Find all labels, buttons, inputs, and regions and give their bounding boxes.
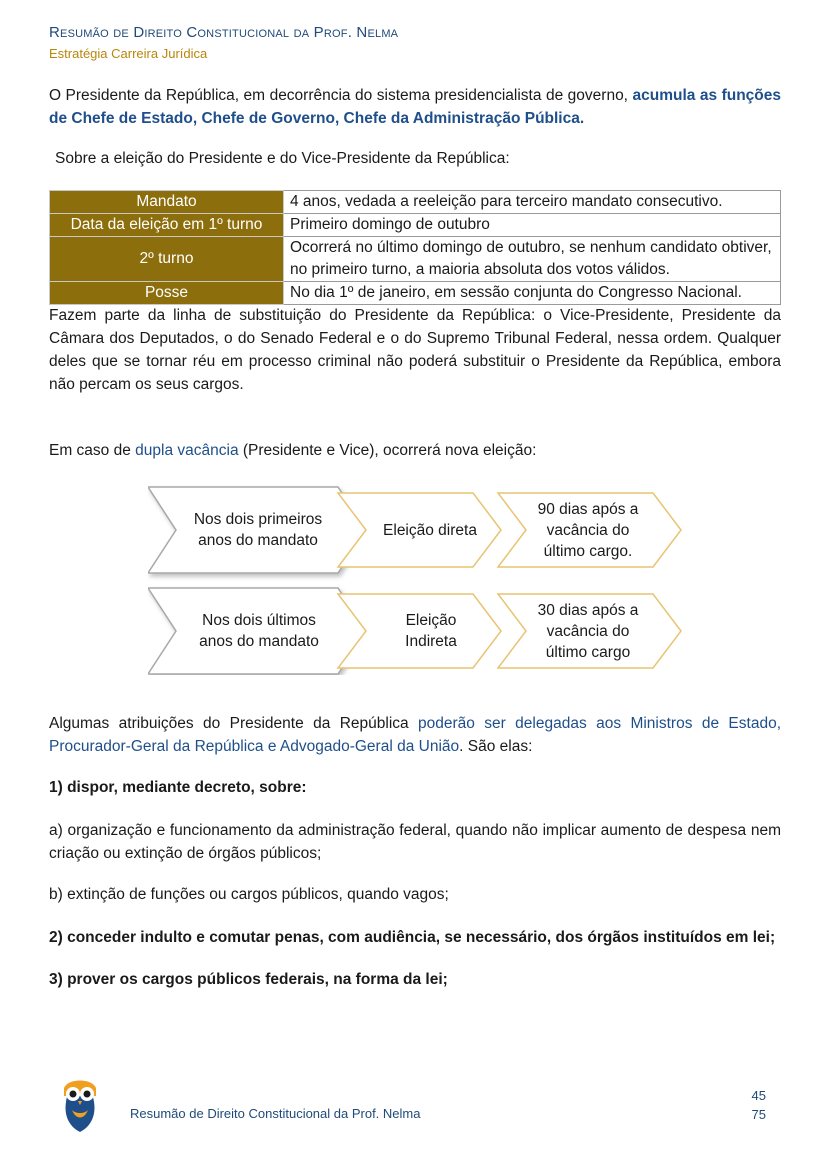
item-2: 2) conceder indulto e comutar penas, com audiência, se necessário, dos órgãos instituídos em lei;: [49, 929, 776, 946]
flow-type-1: Eleição direta: [383, 521, 477, 539]
table-label: Data da eleição em 1º turno: [50, 214, 284, 237]
flow-deadline-2: 30 dias após a vacância do último cargo: [537, 601, 639, 661]
delegation-paragraph: [49, 712, 781, 758]
vacancy-paragraph: [49, 439, 781, 462]
intro-highlight: acumula as funções de Chefe de Estado, Chefe de Governo, Chefe da Administração Pública.: [49, 87, 781, 127]
flow-deadline-1: 90 dias após a vacância do último cargo.: [537, 500, 639, 560]
table-row: [50, 214, 781, 237]
page-total: 75: [751, 1107, 766, 1122]
election-table: [49, 190, 781, 305]
item-3: 3) prover os cargos públicos federais, na forma da lei;: [49, 971, 448, 988]
flow-condition-2: Nos dois últimos anos do mandato: [199, 612, 319, 650]
vacancy-flow-diagram: [148, 485, 688, 675]
table-value: Primeiro domingo de outubro: [284, 214, 781, 237]
delegation-highlight: poderão ser delegadas aos Ministros de Estado, Procurador-Geral da República e Advogado-Geral da União: [49, 715, 781, 755]
table-value: 4 anos, vedada a reeleição para terceiro mandato consecutivo.: [284, 191, 781, 214]
vacancy-before: Em caso de: [49, 442, 136, 459]
table-value: No dia 1º de janeiro, em sessão conjunta do Congresso Nacional.: [284, 282, 781, 305]
delegation-after: . São elas:: [459, 738, 533, 755]
intro-text: O Presidente da República, em decorrência do sistema presidencialista de governo,: [49, 87, 633, 104]
vacancy-after: (Presidente e Vice), ocorrerá nova eleição:: [238, 442, 537, 459]
flow-condition-1: Nos dois primeiros anos do mandato: [193, 511, 323, 549]
table-label: Posse: [50, 282, 284, 305]
delegation-before: Algumas atribuições do Presidente da República: [49, 715, 419, 732]
intro-paragraph: [49, 84, 781, 130]
item-1: 1) dispor, mediante decreto, sobre:: [49, 779, 307, 796]
table-value: Ocorrerá no último domingo de outubro, se nenhum candidato obtiver, no primeiro turno, a maioria absoluta dos votos válidos.: [284, 237, 781, 282]
election-heading: Sobre a eleição do Presidente e do Vice-Presidente da República:: [55, 150, 510, 167]
substitution-paragraph: Fazem parte da linha de substituição do Presidente da República: o Vice-Presidente, Presidente da Câmara dos Deputados, o do Senado Federal e o do Supremo Tribunal Federal, nessa ordem. Qualquer deles que se tornar réu em processo criminal não poderá substituir o Presidente da República, embora não percam os seus cargos.: [49, 307, 781, 393]
item-1b: b) extinção de funções ou cargos públicos, quando vagos;: [49, 886, 449, 903]
flow-type-2: Eleição Indireta: [405, 612, 457, 650]
table-row: [50, 237, 781, 282]
document-header-title: Resumão de Direito Constitucional da Prof. Nelma: [49, 24, 399, 41]
page-current: 45: [751, 1088, 766, 1103]
table-row: [50, 191, 781, 214]
vacancy-highlight: dupla vacância: [135, 442, 239, 459]
owl-logo-icon: [60, 1074, 100, 1139]
table-label: 2º turno: [50, 237, 284, 282]
table-label: Mandato: [50, 191, 284, 214]
page-number: [752, 1086, 766, 1124]
item-1a: a) organização e funcionamento da administração federal, quando não implicar aumento de despesa nem criação ou extinção de órgãos públicos;: [49, 822, 781, 862]
table-row: [50, 282, 781, 305]
footer-text: Resumão de Direito Constitucional da Prof. Nelma: [130, 1106, 421, 1121]
document-header-subtitle: Estratégia Carreira Jurídica: [49, 46, 208, 61]
